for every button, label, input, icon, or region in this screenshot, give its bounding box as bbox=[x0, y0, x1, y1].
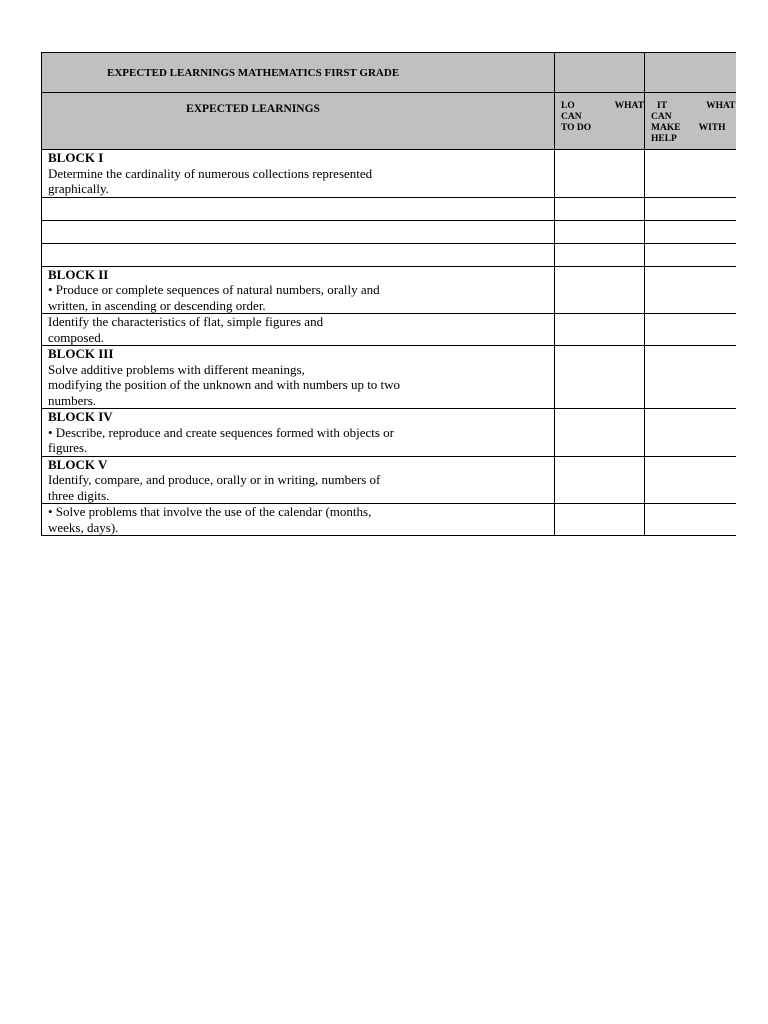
with-help-cell[interactable] bbox=[645, 314, 736, 346]
col-a-line1 bbox=[561, 101, 644, 112]
can-do-cell[interactable] bbox=[555, 346, 645, 409]
can-do-cell[interactable] bbox=[555, 314, 645, 346]
title-row bbox=[42, 53, 736, 93]
with-help-cell[interactable] bbox=[645, 504, 736, 536]
learning-cell bbox=[42, 243, 555, 266]
block-title: BLOCK I bbox=[48, 150, 104, 165]
learning-cell bbox=[42, 314, 555, 346]
col-b-line2: CAN bbox=[651, 112, 672, 122]
col-a-line3: TO DO bbox=[561, 123, 592, 133]
can-do-cell[interactable] bbox=[555, 243, 645, 266]
table-row bbox=[42, 504, 736, 536]
can-do-cell[interactable] bbox=[555, 504, 645, 536]
can-do-cell[interactable] bbox=[555, 220, 645, 243]
table-row bbox=[42, 409, 736, 457]
col-b-line1 bbox=[651, 101, 736, 112]
with-help-cell[interactable] bbox=[645, 266, 736, 314]
title-blank-cell-a bbox=[555, 53, 645, 93]
col-b-line1-right: WHAT bbox=[706, 101, 736, 111]
can-do-cell[interactable] bbox=[555, 197, 645, 220]
learning-text-line: Solve additive problems with different meanings, bbox=[48, 361, 305, 377]
table-row bbox=[42, 314, 736, 346]
column-header-row bbox=[42, 93, 736, 150]
learning-checklist-table bbox=[41, 52, 736, 536]
learning-text-line: graphically. bbox=[48, 181, 109, 196]
learning-cell bbox=[42, 266, 555, 314]
learning-cell bbox=[42, 409, 555, 457]
with-help-cell[interactable] bbox=[645, 197, 736, 220]
learning-cell bbox=[42, 456, 555, 504]
learning-cell bbox=[42, 346, 555, 409]
table-title: EXPECTED LEARNINGS MATHEMATICS FIRST GRADE bbox=[42, 53, 555, 93]
can-do-cell[interactable] bbox=[555, 150, 645, 198]
learning-text-line: • Produce or complete sequences of natural numbers, orally and bbox=[48, 282, 380, 297]
expected-learnings-header-text: EXPECTED LEARNINGS bbox=[186, 103, 320, 115]
learning-text-line: figures. bbox=[48, 440, 88, 455]
learning-cell bbox=[42, 504, 555, 536]
learning-text-line: • Solve problems that involve the use of the calendar (months, bbox=[48, 504, 372, 519]
learning-text-line: written, in ascending or descending order. bbox=[48, 297, 266, 313]
can-do-cell[interactable] bbox=[555, 409, 645, 457]
learning-text-line: weeks, days). bbox=[48, 519, 119, 535]
expected-learnings-header bbox=[42, 93, 555, 150]
learning-cell bbox=[42, 220, 555, 243]
learning-text-line: three digits. bbox=[48, 487, 110, 503]
can-do-cell[interactable] bbox=[555, 456, 645, 504]
col-a-line2: CAN bbox=[561, 112, 582, 122]
col-b-line3 bbox=[651, 123, 736, 134]
col-b-line3-right: WITH bbox=[698, 123, 726, 133]
learning-text-line: Identify the characteristics of flat, simple figures and bbox=[48, 314, 324, 329]
with-help-cell[interactable] bbox=[645, 243, 736, 266]
learning-cell bbox=[42, 150, 555, 198]
with-help-cell[interactable] bbox=[645, 456, 736, 504]
can-do-cell[interactable] bbox=[555, 266, 645, 314]
block-title: BLOCK III bbox=[48, 346, 114, 361]
learning-text-line: • Describe, reproduce and create sequences formed with objects or bbox=[48, 424, 395, 440]
table-row bbox=[42, 243, 736, 266]
block-title: BLOCK V bbox=[48, 456, 108, 472]
table-row bbox=[42, 346, 736, 409]
with-help-cell[interactable] bbox=[645, 346, 736, 409]
table-row bbox=[42, 456, 736, 504]
table-row bbox=[42, 266, 736, 314]
col-a-line1-right: WHAT bbox=[614, 101, 644, 111]
table-row bbox=[42, 197, 736, 220]
table-row bbox=[42, 220, 736, 243]
block-title: BLOCK IV bbox=[48, 409, 113, 424]
learning-text-line: numbers. bbox=[48, 392, 97, 408]
learning-text-line: Identify, compare, and produce, orally or in writing, numbers of bbox=[48, 472, 381, 487]
learning-text-line: Determine the cardinality of numerous collections represented bbox=[48, 165, 373, 181]
column-header-can-do bbox=[555, 93, 645, 150]
learning-text-line: modifying the position of the unknown and with numbers up to two bbox=[48, 377, 401, 392]
with-help-cell[interactable] bbox=[645, 409, 736, 457]
col-b-line4: HELP bbox=[651, 134, 677, 144]
table-row bbox=[42, 150, 736, 198]
with-help-cell[interactable] bbox=[645, 220, 736, 243]
column-header-with-help bbox=[645, 93, 736, 150]
col-b-line1-left: IT bbox=[657, 101, 668, 111]
block-title: BLOCK II bbox=[48, 266, 109, 282]
title-blank-cell-b bbox=[645, 53, 736, 93]
col-b-line3-left: MAKE bbox=[651, 123, 681, 133]
learning-text-line: composed. bbox=[48, 329, 104, 345]
learning-cell bbox=[42, 197, 555, 220]
col-a-line1-left: LO bbox=[561, 101, 575, 111]
with-help-cell[interactable] bbox=[645, 150, 736, 198]
